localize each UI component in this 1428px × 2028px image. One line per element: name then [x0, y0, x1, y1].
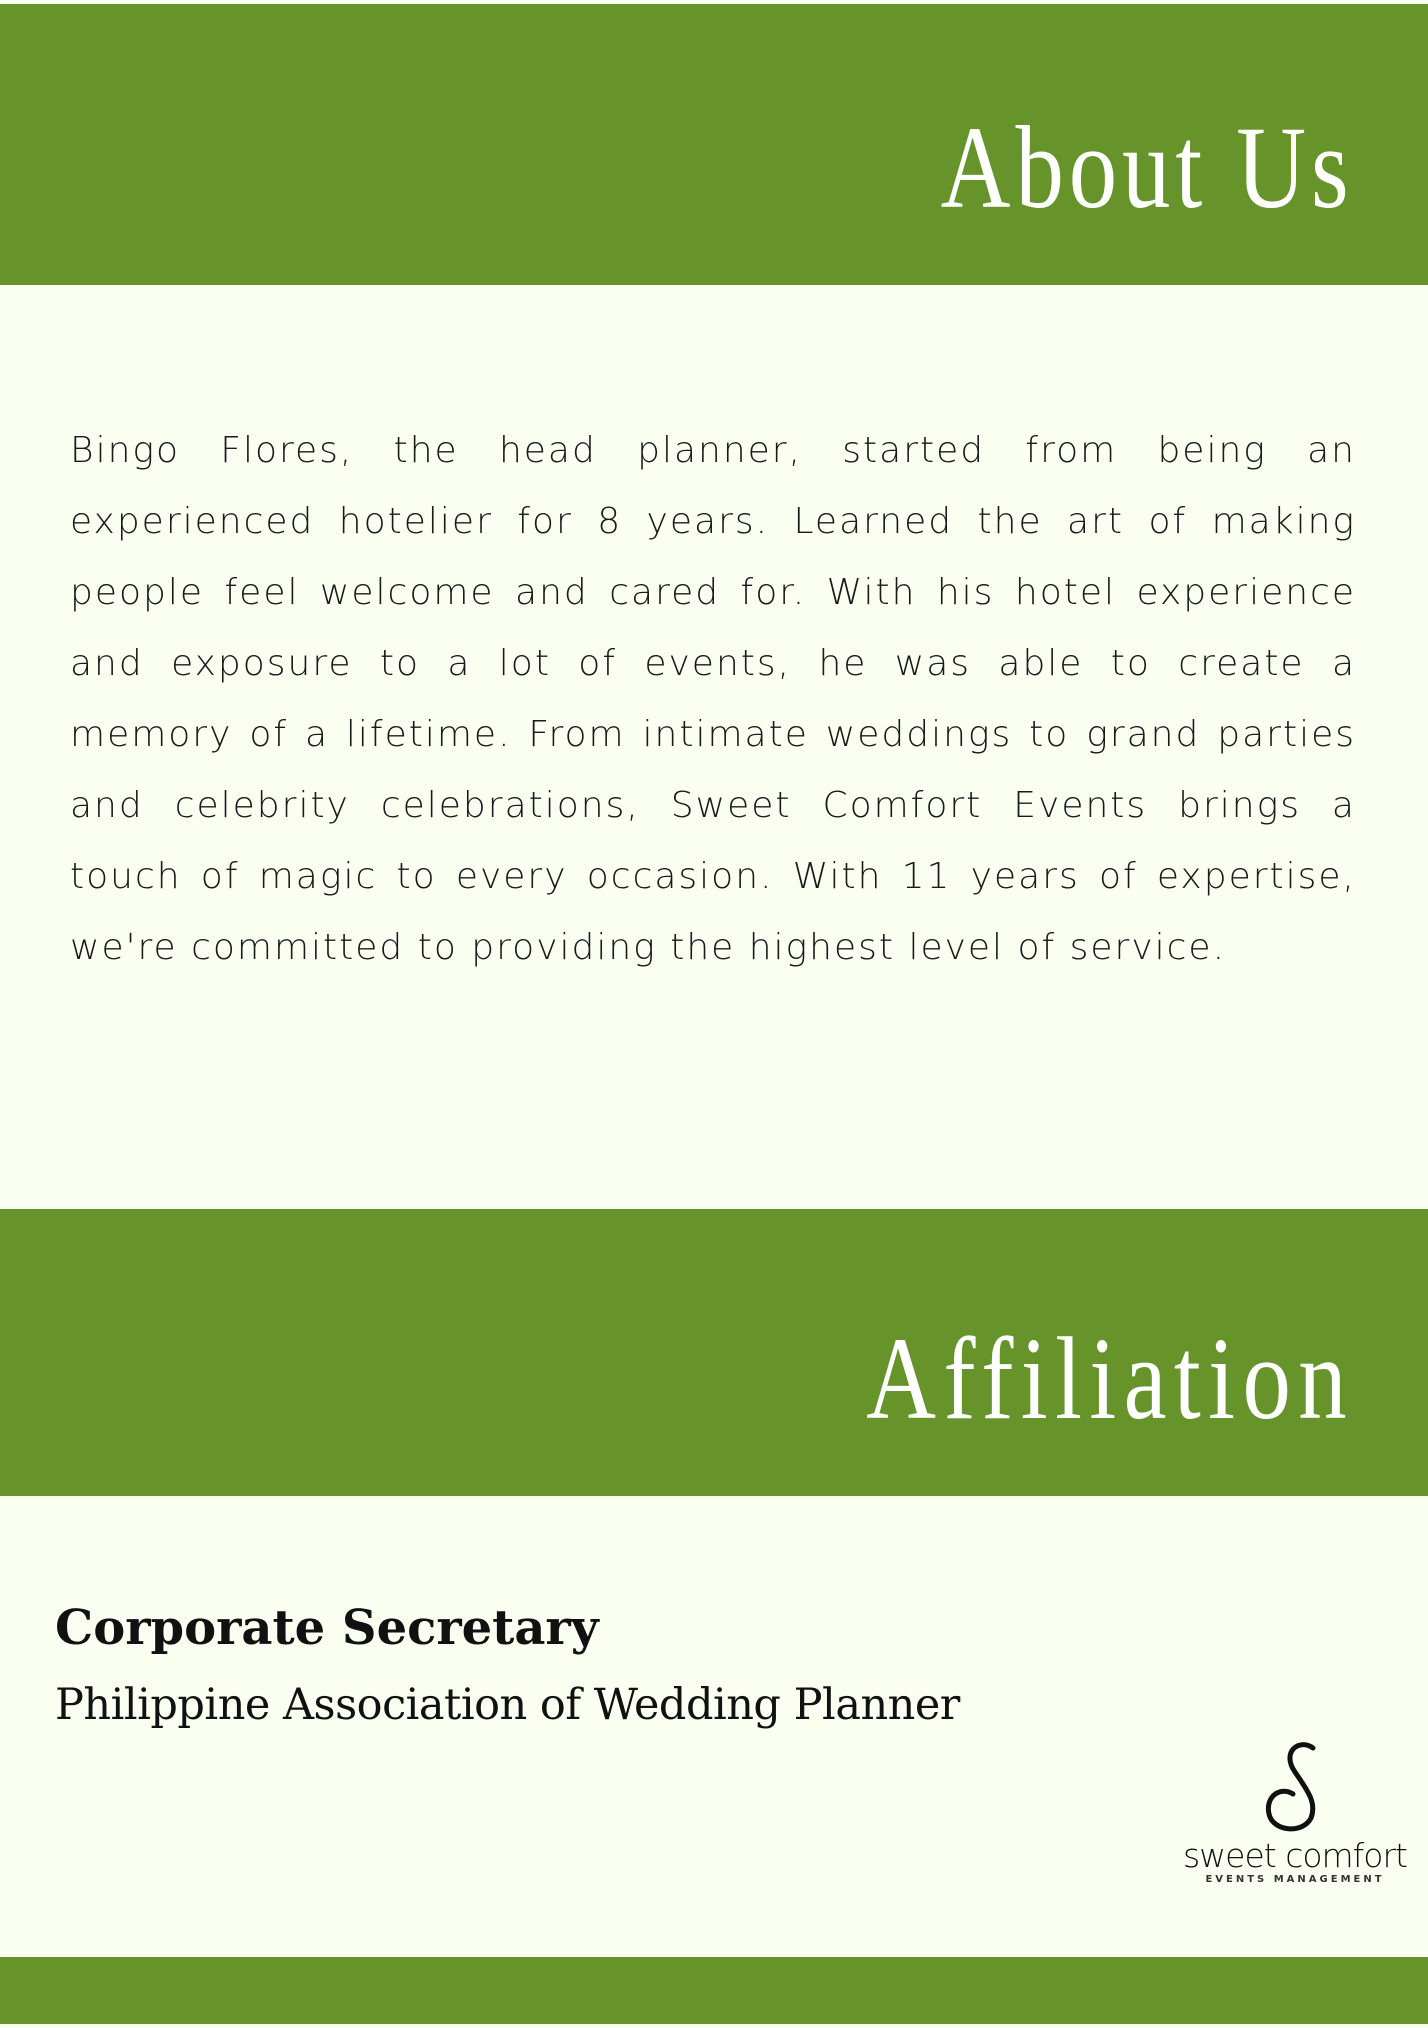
about-title: About Us: [941, 102, 1354, 233]
s-monogram-icon: [1255, 1740, 1335, 1835]
affiliation-organization: Philippine Association of Wedding Planner: [55, 1680, 960, 1730]
affiliation-header-band: [0, 1209, 1428, 1496]
footer-band: [0, 1957, 1428, 2024]
affiliation-role: Corporate Secretary: [55, 1600, 599, 1656]
affiliation-title: Affiliation: [866, 1313, 1354, 1444]
sweet-comfort-logo: [1180, 1740, 1410, 1900]
logo-name: sweet comfort: [1182, 1836, 1407, 1875]
about-header-band: [0, 4, 1428, 285]
logo-subtitle: EVENTS MANAGEMENT: [1205, 1874, 1385, 1885]
about-body-text: Bingo Flores, the head planner, started from being an experienced hotelier for 8 years. Learned the art of making people feel welcome and cared for. With his hotel experience and exposure to a lot of events, he was able to create a memory of a lifetime. From intimate weddings to grand parties and celebrity celebrations, Sweet Comfort Events brings a touch of magic to every occasion. With 11 years of expertise, we're committed to providing the highest level of service.: [70, 430, 1356, 968]
